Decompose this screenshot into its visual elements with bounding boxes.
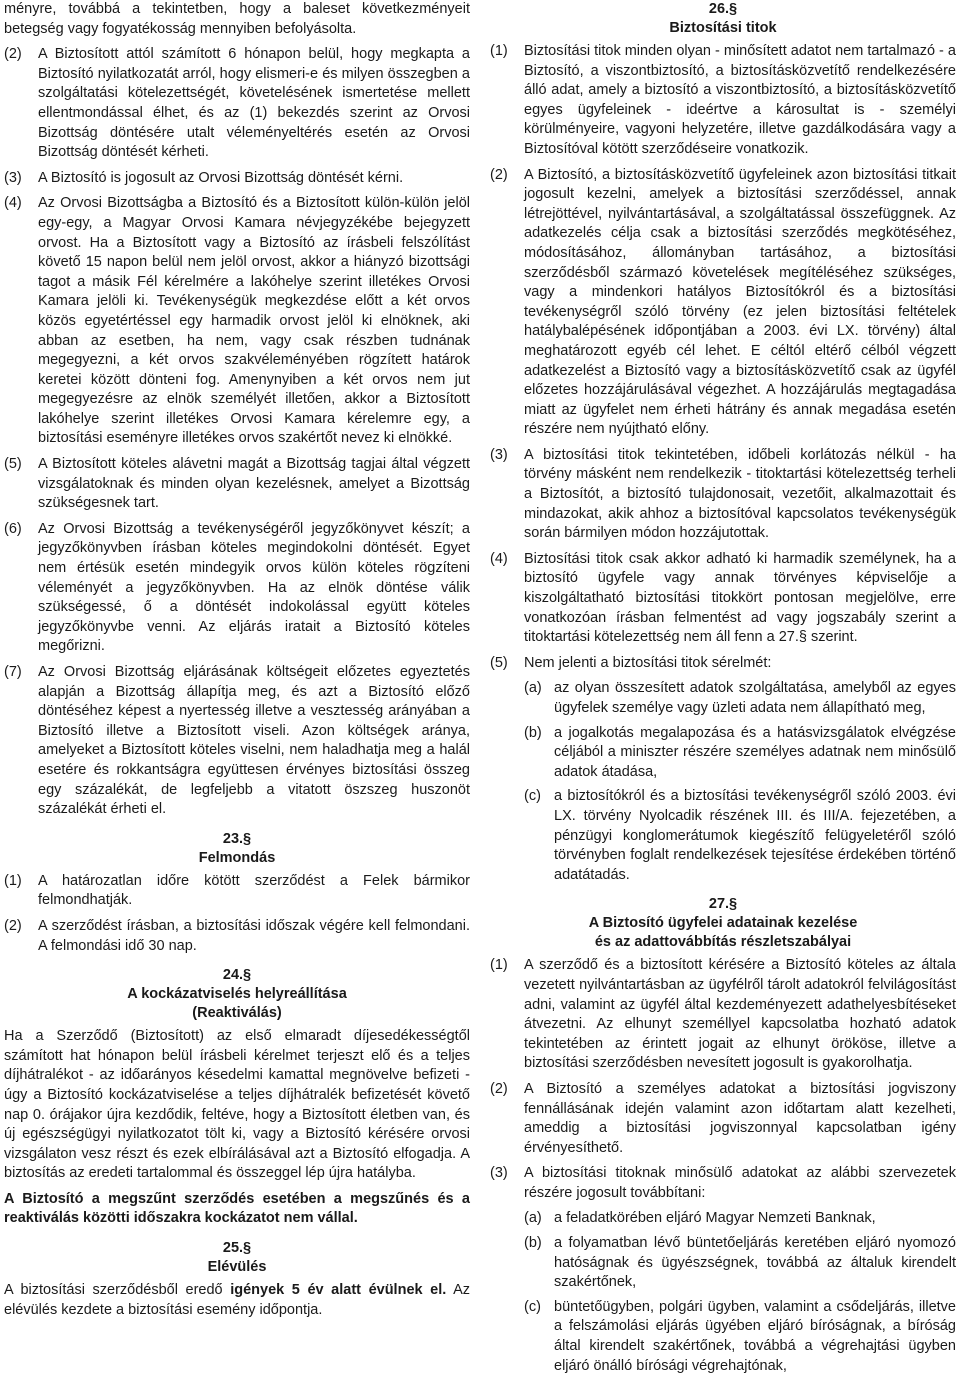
section-number: 26.§ [708, 1, 738, 17]
section-23-heading [4, 830, 470, 868]
item-letter: (a) [524, 1210, 542, 1227]
numbered-paragraph [490, 654, 956, 674]
section-title: Felmondás [198, 849, 276, 866]
section-27-heading [490, 895, 956, 952]
numbered-paragraph [4, 663, 470, 820]
paragraph-number: (4) [490, 550, 508, 567]
lettered-item [524, 787, 956, 885]
item-letter: (c) [524, 1298, 541, 1315]
paragraph-text: Az Orvosi Bizottság eljárásának költségeit előzetes egyeztetés alapján a Bizottság állapítja meg, és azt a Biztosító előző döntéséhez képest a nyertesség illetve a vesztesség arányában a Biztosító illetve a Biztosított viseli. Azon költségek aránya, amelyeket a Biztosított köteles viselni, nem haladhatja meg a halál esetére és rokkantságra együttesen érvényes biztosítási összeg egy százalékát, de legfeljebb a vitatott öszszeg huszonöt százalékát érheti el. [38, 664, 470, 818]
item-text: az olyan összesített adatok szolgáltatása, amelyből az egyes ügyfelek személye vagy üzleti adata nem állapítható meg, [554, 680, 956, 716]
paragraph-text: Nem jelenti a biztosítási titok sérelmét: [524, 654, 772, 671]
section-subtitle: és az adattovábbítás részletszabályai [594, 934, 852, 951]
reactivation-bold-paragraph: A Biztosító a megszűnt szerződés esetében a megszűnés és a reaktiválás közötti időszakra kockázatot nem vállal. [4, 1190, 470, 1227]
section-number: 25.§ [222, 1240, 252, 1257]
paragraph-text: A szerződést írásban, a biztosítási időszak végére kell felmondani. A felmondási idő 30 nap. [38, 917, 470, 954]
paragraph-text: A Biztosító is jogosult az Orvosi Bizottság döntését kérni. [38, 169, 404, 186]
item-text: a folyamatban lévő büntetőeljárás keretében eljáró nyomozó hatóságnak és ügyészségnek, továbbá az általuk kirendelt szakértőnek, [554, 1235, 956, 1291]
item-letter: (c) [524, 788, 541, 805]
paragraph-number: (2) [490, 166, 508, 183]
paragraph-number: (5) [490, 654, 508, 671]
section-title: Elévülés [207, 1259, 267, 1276]
paragraph-text: Az Orvosi Bizottság a tevékenységéről jegyzőkönyvet készít; a jegyzőkönyvben írásban köteles megindokolni döntését. Egyet nem értésük esetén mindegyik orvos külön köteles rögzíteni véleményét a jegyzőkönyvben. Ha az elnök döntése válik szükségessé, ő a döntését indokolással együtt köteles jegyzőkönyvbe venni. Az eljárás iratait a Biztosító köteles megőrizni. [38, 520, 470, 655]
paragraph-number: (3) [490, 1165, 508, 1182]
paragraph-number: (2) [490, 1080, 508, 1097]
text-run: Az elévülés kezdete a biztosítási esemény időpontja. [4, 1282, 470, 1318]
numbered-paragraph [4, 45, 470, 163]
item-text: a jogalkotás megalapozása és a hatásvizsgálatok elvégzése céljából a miniszter részére személyes adatnak nem minősülő adatok átadása, [554, 724, 956, 780]
numbered-paragraph [490, 166, 956, 440]
left-column [4, 0, 470, 1326]
paragraph-number: (2) [4, 917, 22, 934]
item-letter: (b) [524, 1235, 542, 1252]
paragraph-text: Biztosítási titok minden olyan - minősített adatot nem tartalmazó - a Biztosító, a viszontbiztosító, a biztosításközvetítő rendelkezésére álló adat, amely a biztosító a viszontbiztosító, a biztosításközvetítő egyes ügyfeleinek - ideértve a károsultat is - személyi körülményeire, vagyoni helyzetére, illetve gazdálkodására vagy a Biztosítóval kötött szerződéseire vonatkozik. [524, 43, 956, 157]
text-run: A biztosítási szerződésből eredő [4, 1282, 231, 1299]
section-24-heading [4, 966, 470, 1023]
section-title: Biztosítási titok [669, 20, 777, 36]
numbered-paragraph [490, 446, 956, 544]
section-subtitle: (Reaktiválás) [192, 1005, 282, 1022]
paragraph-text: A szerződő és a biztosított kérésére a Biztosító köteles az általa vezetett nyilvántartásban az ügyfélről tárolt adatokról felvilágosítást adni, valamint az ügyfél által kezdeményezett adathelyesbítéseket átvezetni. Az elhunyt személlyel kapcsolatba hozható adatok tekintetében az érintett jogait az elhunyt örököse, illetve a biztosítási szerződésben nevesített jogosult is gyakorolhatja. [524, 957, 956, 1072]
paragraph-number: (5) [4, 456, 22, 473]
lettered-item [524, 1234, 956, 1293]
paragraph-text: A biztosítási titoknak minősülő adatokat az alábbi szervezetek részére jogosult továbbítani: [524, 1165, 956, 1201]
sub-list [524, 679, 956, 885]
lettered-item [524, 1209, 956, 1229]
paragraph-number: (6) [4, 520, 22, 537]
paragraph-number: (7) [4, 664, 22, 680]
numbered-paragraph [490, 1164, 956, 1203]
numbered-paragraph [4, 194, 470, 449]
text-run-bold: igények 5 év alatt évülnek el. [230, 1282, 447, 1299]
numbered-paragraph [4, 520, 470, 657]
section-title: A kockázatviselés helyreállítása [127, 986, 347, 1003]
paragraph-text: A biztosítási titok tekintetében, időbeli korlátozás nélkül - ha törvény másként nem rendelkezik - titoktartási kötelezettség terheli a Biztosítót, a biztosító tulajdonosait, vezetőit, alkalmazottait és mindazokat, akik ahhoz a biztosítóval kapcsolatos tevékenységük során bármilyen módon hozzájutottak. [524, 446, 956, 542]
paragraph-text: A határozatlan időre kötött szerződést a Felek bármikor felmondhatják. [38, 872, 470, 909]
section-26-heading [490, 0, 956, 38]
lettered-item [524, 1298, 956, 1376]
limitation-paragraph [4, 1281, 470, 1320]
item-text: büntetőügyben, polgári ügyben, valamint a csődeljárás, illetve a felszámolási eljárás ügyében eljáró bíróságnak, a bíróság által kirendelt szakértőnek, továbbá a végrehajtási ügyben eljáró önálló bírósági végrehajtónak, [554, 1298, 956, 1374]
sub-list [524, 1209, 956, 1376]
section-number: 23.§ [222, 830, 252, 847]
paragraph-number: (2) [4, 46, 22, 63]
section-number: 27.§ [708, 896, 738, 913]
item-text: a biztosítókról és a biztosítási tevékenységről szóló 2003. évi LX. törvény Nyolcadik részének III. és III/A. fejezetében, a pénzügyi konglomerátumok kiegészítő felügyeletéről szóló törvényben foglalt rendelkezések tejesítése érdekében történő adatátadás. [554, 788, 956, 883]
paragraph-text: A Biztosító a személyes adatokat a biztosítási jogviszony fennállásának idején valamint azon időtartam alatt kezelheti, ameddig a biztosítási jogviszonnyal kapcsolatban igény érvényesíthető. [524, 1080, 956, 1156]
paragraph-continuation: ményre, továbbá a tekintetben, hogy a baleset következményeit betegség vagy fogyatékosság mennyiben befolyásolta. [4, 1, 470, 37]
paragraph-number: (4) [4, 195, 22, 212]
section-title: A Biztosító ügyfelei adatainak kezelése [588, 915, 858, 932]
numbered-paragraph [4, 917, 470, 956]
paragraph-number: (3) [490, 446, 508, 463]
paragraph-number: (3) [4, 169, 22, 186]
section-22-items [4, 45, 470, 820]
paragraph-text: Az Orvosi Bizottságba a Biztosító és a Biztosított külön-külön jelöl egy-egy, a Magyar Orvosi Kamara névjegyzékébe bejegyzett orvost. Ha a Biztosított vagy a Biztosító az írásbeli felszólítást követő 15 napon belül nem jelöl orvost, akkor a hiányzó bizottsági tagot a másik Fél kérelmére a lakóhelye szerint illetékes Orvosi Kamara jelöli ki. Tevékenységük megkezdése előtt a két orvos közös egyetértéssel egy harmadik orvost jelöl ki elnöknek, aki abban az esetben, ha nem, vagy csak részben tudnának megegyezni, a két orvos szakvéleményében rögzített határok keretei között dönteni fog. Amenynyiben a két orvos nem jut megegyezésre az elnök személyét illetően, akkor a Biztosított lakóhelye szerint illetékes Orvosi Kamara kérelemre egy, a biztosítási eseményre illetékes orvos szakértőt nevez ki elnökké. [38, 195, 470, 447]
numbered-paragraph [490, 42, 956, 160]
item-text: a feladatkörében eljáró Magyar Nemzeti Banknak, [554, 1210, 876, 1227]
paragraph-number: (1) [4, 872, 22, 889]
numbered-paragraph [490, 956, 956, 1074]
section-number: 24.§ [222, 967, 252, 984]
numbered-paragraph [4, 455, 470, 514]
lettered-item [524, 724, 956, 783]
paragraph-number: (1) [490, 957, 508, 974]
lettered-item [524, 679, 956, 718]
paragraph-text: A Biztosított attól számított 6 hónapon belül, hogy megkapta a Biztosító nyilatkozatát arról, hogy elismeri-e és milyen összegben a szolgáltatási kötelezettségét, követelésének ismertetése mellett ellentmondással élhet, és az (1) bekezdés szerint az Orvosi Bizottság döntésére utalt véleményeltérés esetén az Orvosi Bizottság döntését kérheti. [38, 46, 470, 161]
paragraph-text: A Biztosító, a biztosításközvetítő ügyfeleinek azon biztosítási titkait jogosult kezelni, amelyek a biztosítási szerződéssel, annak létrejöttével, nyilvántartásával, a szolgáltatással összefüggnek. Az adatkezelés célja csak a biztosítási szerződés megkötéséhez, módosításához, állományban tartásához, a biztosítási szerződésből származó követelések megítéléséhez szükséges, vagy a mindenkori hatályos Biztosítókról és a biztosítási tevékenységről szóló törvény (ez jelen biztosítási feltételek hatálybalépésének időpontjában a 2003. évi LX. törvény) által meghatározott egyéb cél lehet. E céltól eltérő célból végzett adatkezelést a Biztosító vagy a biztosításközvetítő csak az ügyfél előzetes hozzájárulásával végezhet. A hozzájárulás megtagadása miatt az ügyfelet nem érheti hátrány és annak megadása esetén részére nem nyújtható előny. [524, 166, 956, 438]
paragraph-number: (1) [490, 43, 508, 59]
section-25-heading [4, 1239, 470, 1277]
item-letter: (a) [524, 680, 542, 697]
numbered-paragraph [4, 169, 470, 189]
paragraph-text: A Biztosított köteles alávetni magát a Bizottság tagjai által végzett vizsgálatoknak és minden olyan kezelésnek, amelyet a Bizottság szükségesnek tart. [38, 456, 470, 512]
numbered-paragraph [490, 550, 956, 648]
paragraph-text: Biztosítási titok csak akkor adható ki harmadik személynek, ha a biztosító ügyfele vagy annak törvényes képviselője a kiszolgáltatható biztosítási titokkört pontosan megjelölve, erre vonatkozóan írásban felmentést ad vagy jogszabály szerint a titoktartási kötelezettség nem áll fenn a 27.§ szerint. [524, 550, 956, 646]
reactivation-paragraph: Ha a Szerződő (Biztosított) az első elmaradt díjesedékességtől számított hat hónapon belül írásbeli kérelmet terjeszt elő és a teljes díjhátralékot - az időarányos késedelmi kamattal megnövelve befizeti - úgy a Biztosító kockázatviselése a teljes díjhátralék befizetését követő nap 0. órájakor újra kezdődik, feltéve, hogy a Biztosított életben van, és új egészségügyi nyilatkozatot tölt ki, vagy a Biztosító kérésére orvosi vizsgálaton vesz részt és ezek elbírálásával azt a Biztosító elfogadja. A biztosítás az eredeti tartalommal és összeggel lép újra hatályba. [4, 1028, 470, 1182]
numbered-paragraph [490, 1080, 956, 1158]
right-column [490, 0, 956, 1381]
numbered-paragraph [4, 872, 470, 911]
item-letter: (b) [524, 724, 542, 741]
